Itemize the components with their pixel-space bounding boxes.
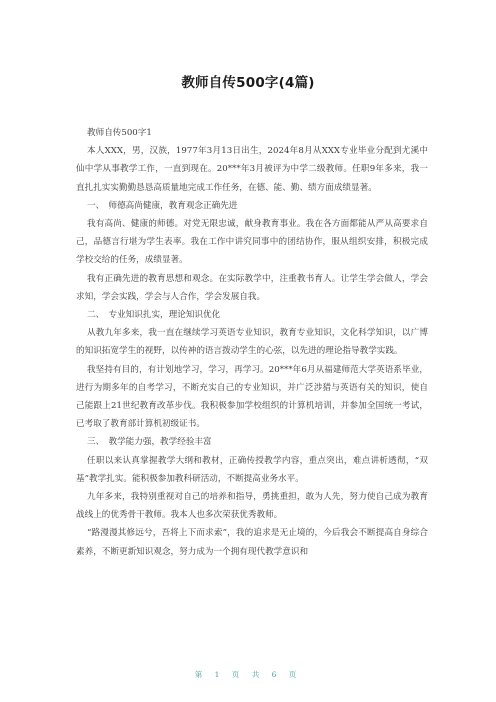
paragraph: 本人XXX，男，汉族，1977年3月13日出生，2024年8月从XXX专业毕业分配到尤溪中仙中学从事教学工作，一直到现在。20***年3月被评为中学二级教师。任职9年多来，我一直扎扎实实勤勤恳恳高质量地完成工作任务，在德、能、勤、绩方面成绩显著。	[76, 146, 428, 193]
paragraph: 我有高尚、健康的师德。对党无限忠诚，献身教育事业。我在各方面都能从严从高要求自己，品德言行堪为学生表率。我在工作中讲究同事中的团结协作，服从组织安排，积极完成学校交给的任务，成绩显著。	[76, 219, 428, 266]
section-heading: 三、 教学能力强，教学经验丰富	[87, 437, 212, 448]
paragraph: 从教九年多来，我一直在继续学习英语专业知识，教育专业知识，文化科学知识，以广博的知识拓宽学生的视野，以传神的语言拨动学生的心弦，以先进的理论指导教学实践。	[76, 328, 428, 357]
section-heading: 二、 专业知识扎实，理论知识优化	[87, 310, 221, 321]
paragraph: “路漫漫其修远兮，吾将上下而求索”，我的追求是无止境的，今后我会不断提高自身综合素养，不断更新知识观念，努力成为一个拥有现代教学意识和	[76, 528, 428, 557]
section-label: 教师自传500字1	[87, 128, 152, 138]
paragraph: 我坚持有目的，有计划地学习，学习，再学习。20***年6月从福建师范大学英语系毕业，进行为期多年的自考学习，不断充实自己的专业知识，并广泛涉猎与英语有关的知识，使自己能跟上21世纪教育改革步伐。我积极参加学校组织的计算机培训，并参加全国统一考试，已考取了教育部计算机初级证书。	[76, 364, 428, 430]
section-heading: 一、 师德高尚健康，教育观念正确先进	[87, 200, 238, 211]
paragraph: 我有正确先进的教育思想和观念。在实际教学中，注重教书育人。让学生学会做人，学会求知，学会实践，学会与人合作，学会发展自我。	[76, 273, 428, 302]
document-title: 教师自传500字(4篇)	[181, 75, 315, 91]
paragraph: 九年多来，我特别重视对自己的培养和指导，勇挑重担，敢为人先，努力使自己成为教育战线上的优秀骨干教师。我本人也多次荣获优秀教师。	[76, 492, 428, 521]
paragraph: 任职以来认真掌握教学大纲和教材，正确传授教学内容，重点突出，难点讲析透彻，“双基”教学扎实。能积极参加教科研活动，不断提高业务水平。	[76, 455, 428, 484]
page-footer: 第 1 页 共 6 页	[194, 670, 302, 679]
document-body	[76, 124, 428, 561]
